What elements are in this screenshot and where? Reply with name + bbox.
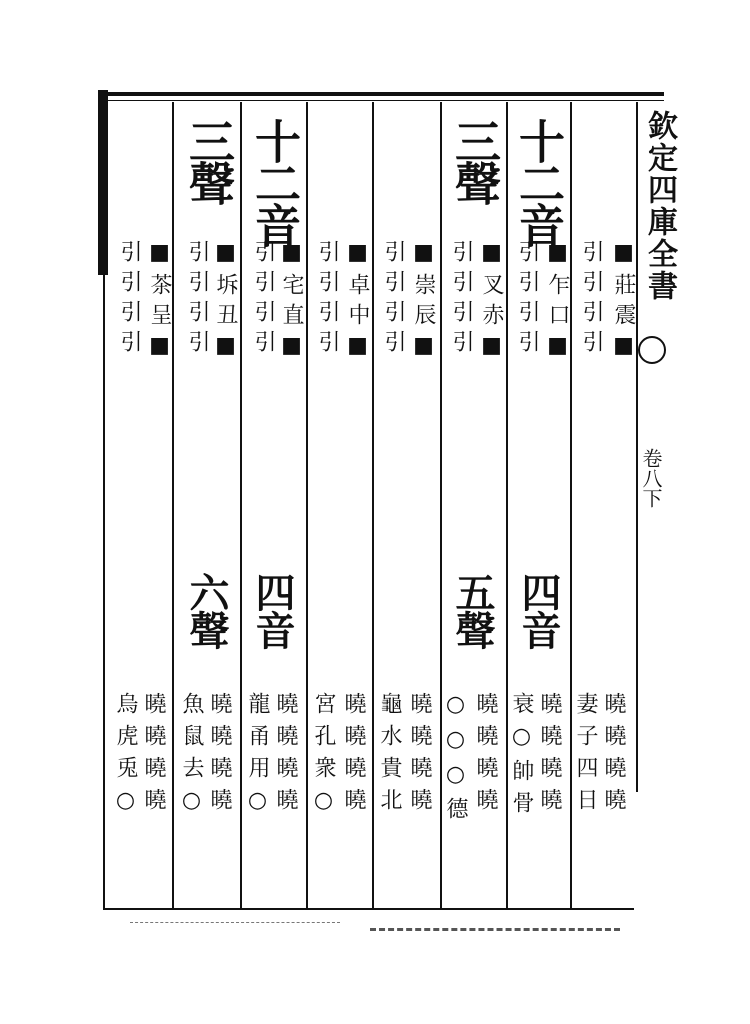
section-heading: 三聲 <box>182 118 236 202</box>
lower-text: 曉曉曉曉 <box>407 692 432 820</box>
section-heading: 十二音 <box>248 118 302 244</box>
column-rule <box>440 102 442 908</box>
upper-text: ■莊震■ <box>611 240 636 366</box>
upper-text: ■崇辰■ <box>411 240 436 366</box>
upper-sub-text: 引引引引 <box>579 240 604 360</box>
lower-text: 曉曉曉曉 <box>207 692 232 820</box>
page-frame-top <box>104 92 664 96</box>
bottom-dotted-mark-faint <box>130 922 340 923</box>
page-frame-left <box>103 270 105 910</box>
lower-text: 曉曉曉曉 <box>601 692 626 820</box>
upper-sub-text: 引引引引 <box>117 240 142 360</box>
page-frame-bottom <box>104 908 634 910</box>
column-rule <box>372 102 374 908</box>
lower-text: 曉曉曉曉 <box>273 692 298 820</box>
lower-sub-text: 龜水貴北 <box>377 692 402 820</box>
upper-text: ■乍口■ <box>545 240 570 366</box>
column-rule <box>306 102 308 908</box>
lower-text: 曉曉曉曉 <box>473 692 498 820</box>
section-heading: 六聲 <box>183 572 230 648</box>
lower-sub-text: 宮孔衆○ <box>311 692 336 823</box>
volume-label: 卷八下 <box>639 448 663 508</box>
lower-sub-text: 烏虎兎○ <box>113 692 138 823</box>
lower-text: 曉曉曉曉 <box>537 692 562 820</box>
book-title: 欽定四庫全書 <box>642 110 677 302</box>
lower-sub-text: 魚鼠去○ <box>179 692 204 823</box>
section-heading: 四音 <box>249 572 296 648</box>
upper-sub-text: 引引引引 <box>185 240 210 360</box>
upper-text: ■宅直■ <box>279 240 304 366</box>
lower-text: 曉曉曉曉 <box>141 692 166 820</box>
lower-sub-text: ○○○德 <box>443 692 468 829</box>
section-heading: 四音 <box>515 572 562 648</box>
section-heading: 五聲 <box>449 572 496 648</box>
upper-sub-text: 引引引引 <box>381 240 406 360</box>
lower-sub-text: 衰○帥骨 <box>509 692 534 823</box>
column-rule <box>506 102 508 908</box>
lower-sub-text: 妻子四日 <box>573 692 598 820</box>
upper-text: ■卓中■ <box>345 240 370 366</box>
section-heading: 三聲 <box>448 118 502 202</box>
lower-sub-text: 龍甬用○ <box>245 692 270 823</box>
upper-sub-text: 引引引引 <box>449 240 474 360</box>
upper-sub-text: 引引引引 <box>315 240 340 360</box>
column-rule <box>172 102 174 908</box>
section-heading: 十二音 <box>512 118 566 244</box>
column-rule <box>240 102 242 908</box>
bottom-dotted-mark <box>370 928 620 931</box>
upper-text: ■坼丑■ <box>213 240 238 366</box>
fishtail-mark <box>638 336 666 364</box>
lower-text: 曉曉曉曉 <box>341 692 366 820</box>
upper-text: ■茶呈■ <box>147 240 172 366</box>
page-frame-left-bar <box>98 90 108 275</box>
upper-sub-text: 引引引引 <box>515 240 540 360</box>
page-frame-top-inner <box>104 100 664 101</box>
upper-text: ■叉赤■ <box>479 240 504 366</box>
upper-sub-text: 引引引引 <box>251 240 276 360</box>
column-rule <box>570 102 572 908</box>
